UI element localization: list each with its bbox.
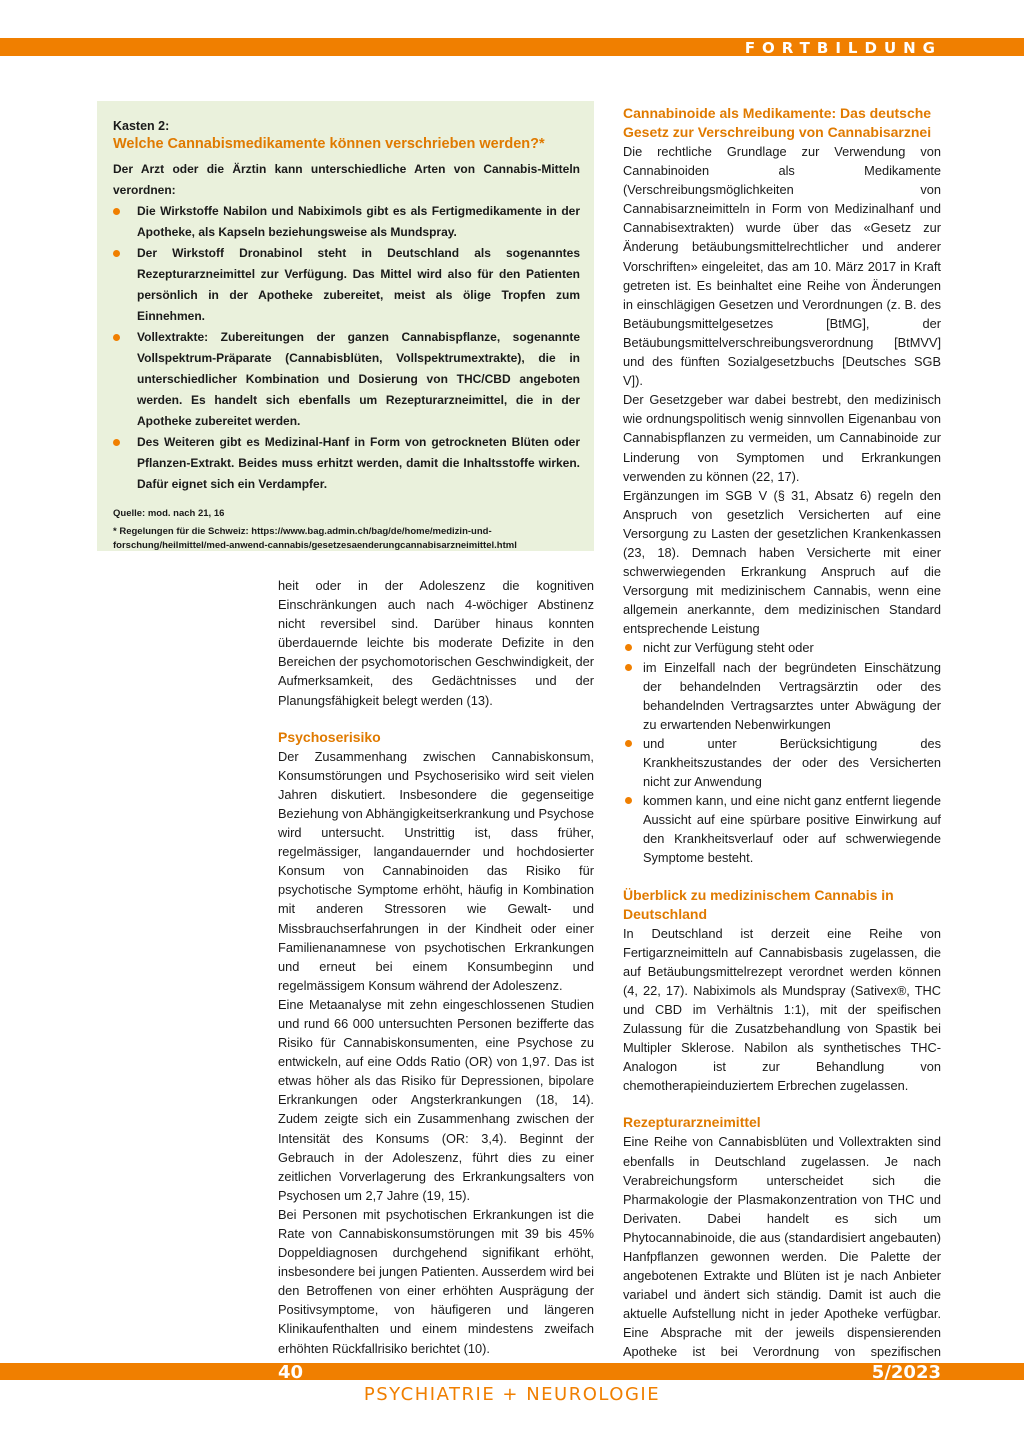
paragraph: Bei Personen mit psychotischen Erkrankungen ist die Rate von Cannabiskonsumstörungen mit 39 bis 45% Doppeldiagnosen durchgehend signifikant erhöht, insbesondere bei jungen Patienten. Ausserdem wird bei den Betroffenen von einer erhöhten Ausprägung der Positivsymptome, von häufigeren und längeren Klinikaufenthalten und einem mindestens zweifach erhöhten Rückfallrisiko berichtet (10). [278,1206,594,1356]
bullet-list [623,638,941,867]
info-box [97,101,594,551]
box-title: Welche Cannabismedikamente können verschrieben werden?* [113,136,545,152]
list-item-text: Des Weiteren gibt es Medizinal-Hanf in Form von getrockneten Blüten oder Pflanzen-Extrakt. Beides muss erhitzt werden, damit die Inhaltsstoffe wirken. Dafür eignet sich ein Verdampfer. [137,435,580,491]
bullet-icon [113,250,120,257]
list-item [623,734,941,791]
paragraph: Eine Metaanalyse mit zehn eingeschlossenen Studien und rund 66 000 untersuchten Personen bezifferte das Risiko für Cannabiskonsumenten, eine Psychose zu entwickeln, auf eine Odds Ratio (OR) von 1,97. Das ist etwas höher als das Risiko für Depressionen, bipolare Erkrankungen oder Angsterkrankungen (18, 14). Zudem zeigte sich ein Zusammenhang zwischen der Intensität des Konsums (OR: 3,4). Beginnt der Gebrauch in der Adoleszenz, führt dies zu einer zeitlichen Vorverlagerung des Erkrankungsalters von Psychosen um 2,7 Jahre (19, 15). [278,996,594,1203]
box-label: Kasten 2: [113,119,170,133]
list-item-text: kommen kann, und eine nicht ganz entfernt liegende Aussicht auf eine spürbare positive Einwirkung auf den Krankheitsverlauf oder auf schwerwiegende Symptome besteht. [643,793,941,866]
box-intro: Der Arzt oder die Ärztin kann unterschiedliche Arten von Cannabis-Mitteln verordnen: [113,162,580,197]
list-item-text: Vollextrakte: Zubereitungen der ganzen Cannabispflanze, sogenannte Vollspektrum-Präparate (Cannabisblüten, Vollspektrumextrakte), die in unterschiedlicher Kombination und Dosierung von THC/CBD angeboten werden. Es handelt sich ebenfalls um Rezepturarzneimittel, die in der Apotheke zubereitet werden. [137,330,580,428]
bullet-icon [625,740,632,747]
list-item-text: Die Wirkstoffe Nabilon und Nabiximols gibt es als Fertigmedikamente in der Apotheke, als Kapseln beziehungsweise als Mundspray. [137,204,580,239]
bullet-icon [113,208,120,215]
box-source: Quelle: mod. nach 21, 16 [113,508,225,519]
list-item [623,791,941,867]
section-label: FORTBILDUNG [744,39,942,57]
bullet-icon [625,644,632,651]
list-item-text: nicht zur Verfügung steht oder [643,640,814,656]
list-item [113,243,580,327]
list-item [113,201,580,243]
list-item-text: im Einzelfall nach der begründeten Einschätzung der behandelnden Vertragsärztin oder des behandelnden Vertragsarztes unter Abwägung der zu erwartenden Nebenwirkungen [643,659,941,732]
list-item [623,658,941,734]
section-heading: Rezepturarzneimittel [623,1114,761,1131]
right-column [623,104,941,1381]
header-bar [0,38,1024,56]
paragraph: Eine Reihe von Cannabisblüten und Vollextrakten sind ebenfalls in Deutschland zugelassen. Je nach Verabreichungsform unterscheidet sich die Pharmakologie der Plasmakonzentration von THC und Derivaten. Dabei handelt es sich um Phytocannabinoide, die aus (standardisiert angebauten) Hanfpflanzen gewonnen werden. Die Palette der angebotenen Extrakte und Blüten ist je nach Anbieter variabel und ändert sich ständig. Damit ist auch die aktuelle Aufstellung nicht in jeder Apotheke verfügbar. Eine Absprache mit der jeweils dispensierenden Apotheke ist bei Verordnung von spezifischen [623,1134,941,1360]
bullet-icon [625,664,632,671]
list-item-text: Der Wirkstoff Dronabinol steht in Deutschland als sogenanntes Rezepturarzneimittel zur Verfügung. Das Mittel wird also für den Patienten persönlich in der Apotheke zubereitet, meist als ölige Tropfen zum Einnehmen. [137,246,580,323]
section-heading: Cannabinoide als Medikamente: Das deutsche Gesetz zur Verschreibung von Cannabisarznei [623,105,932,140]
section-heading: Überblick zu medizinischem Cannabis in Deutschland [623,886,894,922]
box-note: * Regelungen für die Schweiz: https://www.bag.admin.ch/bag/de/home/medizin-und-forschung/heilmittel/med-anwend-cannabis/gesetzesaenderungcannabisarzneimittel.html [113,526,517,551]
bullet-icon [113,439,120,446]
bullet-icon [625,797,632,804]
paragraph: Der Gesetzgeber war dabei bestrebt, den medizinisch wie ordnungspolitisch wenig sinnvollen Eigenanbau von Cannabispflanzen zu vermeiden, um Cannabinoide zur Linderung von Symptomen und Erkrankungen verwenden zu können (22, 17). [623,392,941,484]
bullet-icon [113,334,120,341]
list-item [113,432,580,495]
paragraph: Ergänzungen im SGB V (§ 31, Absatz 6) regeln den Anspruch von gesetzlich Versicherten auf eine Versorgung zu Lasten der gesetzlichen Krankenkassen (23, 18). Demnach haben Versicherte mit einer schwerwiegenden Erkrankung Anspruch auf die Versorgung mit medizinischem Cannabis, wenn eine allgemein anerkannte, dem medizinischen Standard entsprechende Leistung [623,487,941,637]
paragraph: In Deutschland ist derzeit eine Reihe von Fertigarzneimitteln auf Cannabisbasis zugelassen, die auf Betäubungsmittelrezept verordnet werden können (4, 22, 17). Nabiximols als Mundspray (Sativex®, THC und CBD im Verhältnis 1:1), mit der speifischen Zulassung für die Zusatzbehandlung von Spastik bei Multipler Sklerose. Nabilon als synthetisches THC-Analogon ist zur Behandlung von chemotherapieinduziertem Erbrechen zugelassen. [623,925,941,1094]
paragraph: Die rechtliche Grundlage zur Verwendung von Cannabinoiden als Medikamente (Verschreibungsmöglichkeiten von Cannabisarzneimitteln in Form von Medizinalhanf und Cannabisextrakten) wurde über das «Gesetz zur Änderung betäubungsmittelrechtlicher und anderer Vorschriften» eingeleitet, das am 10. März 2017 in Kraft getreten ist. Es beinhaltet eine Reihe von Änderungen in einschlägigen Gesetzen und Verordnungen (z. B. des Betäubungsmittelgesetzes [BtMG], der Betäubungsmittelverschreibungsverordnung [BtMVV] und des fünften Sozialgesetzbuchs [Deutsches SGB V]). [623,144,941,389]
page-number: 40 [278,1362,304,1383]
section-heading: Psychoserisiko [278,728,381,745]
list-item-text: und unter Berücksichtigung des Krankheitszustandes der oder des Versicherten nicht zur Anwendung [643,735,941,790]
paragraph: Der Zusammenhang zwischen Cannabiskonsum, Konsumstörungen und Psychoserisiko wird seit vielen Jahren diskutiert. Insbesondere die gegenseitige Beziehung von Abhängigkeitserkrankung und Psychose wird untersucht. Unstrittig ist, dass früher, regelmässiger, langandauernder und hochdosierter Konsum von Cannabinoiden das Risiko für psychotische Symptome erhöht, häufig in Kombination mit anderen Stressoren wie Gewalt- und Missbrauchserfahrungen in der Kindheit oder einer Familienanamnese von psychotischen Erkrankungen und erneut bei einem Konsumbeginn und regelmässigem Konsum während der Adoleszenz. [278,748,594,993]
issue-number: 5/2023 [871,1362,941,1383]
paragraph: heit oder in der Adoleszenz die kognitiven Einschränkungen auch nach 4-wöchiger Abstinenz nicht reversibel sind. Darüber hinaus konnten überdauernde leichte bis moderate Defizite in den Bereichen der psychomotorischen Geschwindigkeit, der Aufmerksamkeit, des Gedächtnisses und der Planungsfähigkeit belegt werden (13). [278,578,594,708]
list-item [113,327,580,432]
list-item [623,638,941,657]
left-column [278,576,594,1358]
journal-title: PSYCHIATRIE + NEUROLOGIE [363,1384,661,1405]
footer-bar [0,1362,1024,1383]
box-list [113,201,580,495]
